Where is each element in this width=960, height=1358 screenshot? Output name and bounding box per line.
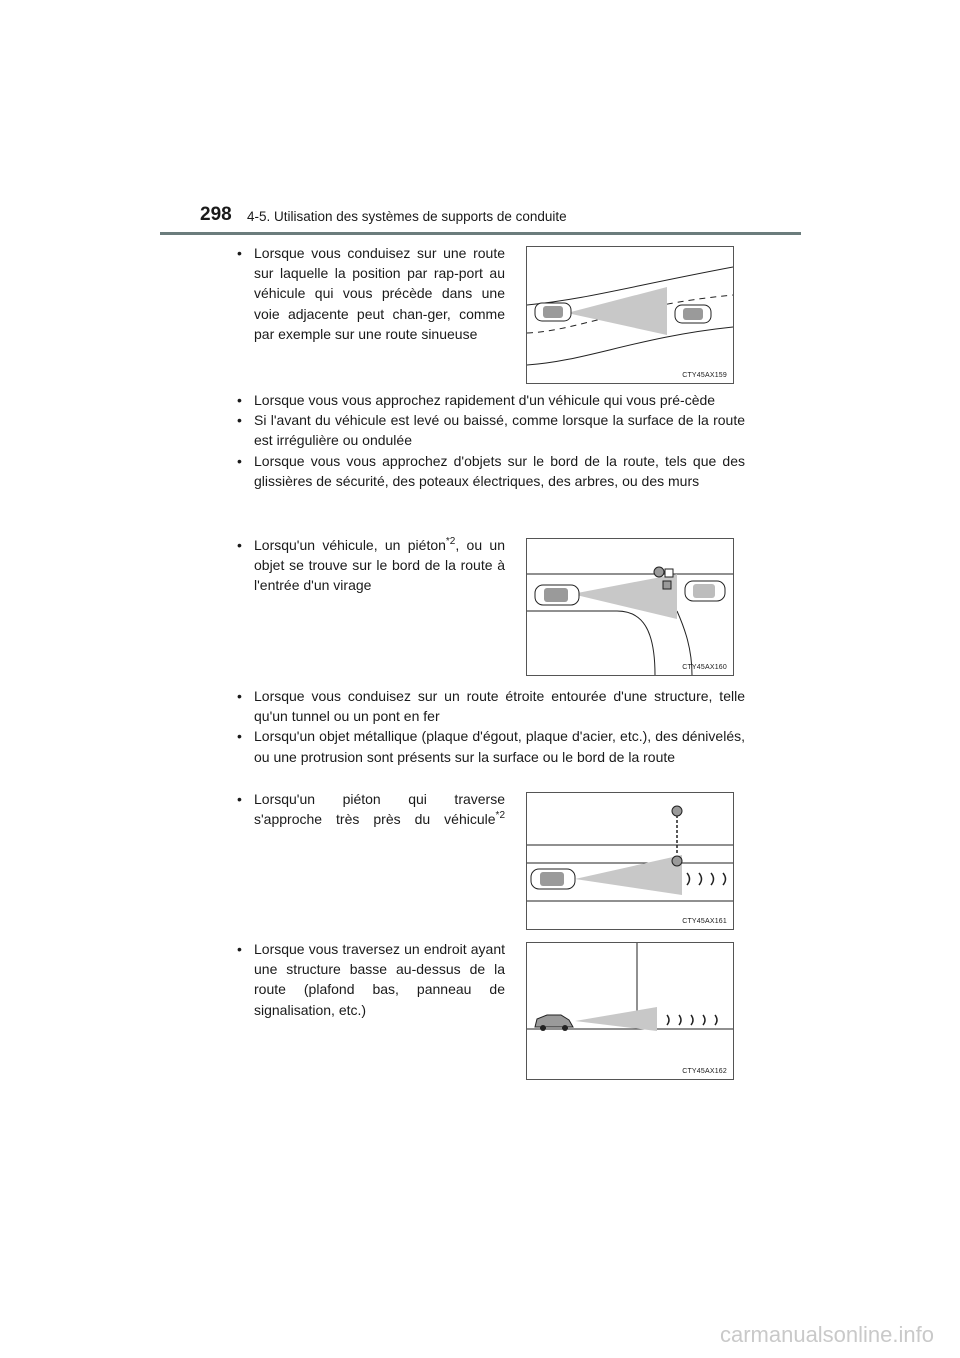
- bullet-text: Lorsque vous conduisez sur un route étroite entourée d'une structure, telle qu'un tunnel ou un pont en fer: [254, 688, 745, 725]
- own-car-icon: [531, 869, 575, 889]
- figure-crossing-pedestrian: [526, 792, 734, 930]
- own-car-icon: [535, 303, 571, 321]
- bullet-dot: •: [237, 728, 242, 745]
- figure-code: CTY45AX162: [682, 1068, 727, 1075]
- bullet-item-uneven-road: [237, 410, 745, 450]
- bullet-text: Lorsque vous traversez un endroit ayant une structure basse au-dessus de la route (plafond bas, panneau de signalisation, etc.): [254, 941, 505, 1018]
- bullet-dot: •: [237, 452, 242, 469]
- bullet-text: Lorsqu'un piéton qui traverse s'approche très près du véhicule: [254, 791, 505, 828]
- own-car-icon: [535, 585, 579, 605]
- figure-code: CTY45AX160: [682, 664, 727, 671]
- figure-curve-entrance: [526, 538, 734, 676]
- bullet-item-curve-entrance: [237, 535, 505, 596]
- bullet-text: Si l'avant du véhicule est levé ou baissé, comme lorsque la surface de la route est irrégulière ou ondulée: [254, 412, 745, 449]
- roadside-car-icon: [685, 581, 725, 601]
- figure-low-structure: [526, 942, 734, 1080]
- bullet-dot: •: [237, 791, 242, 807]
- bullet-group-approach: [237, 390, 745, 491]
- bullet-item-winding-road: [237, 243, 505, 344]
- bullet-dot: •: [237, 688, 242, 704]
- footnote-marker: *2: [495, 810, 505, 822]
- footnote-marker: *2: [445, 536, 456, 547]
- bullet-group-tunnel: [237, 686, 745, 767]
- leading-car-icon: [675, 305, 711, 323]
- bullet-dot: •: [237, 245, 242, 261]
- bullet-item-low-structure: [237, 939, 505, 1020]
- bullet-item-tunnel: [237, 686, 745, 726]
- figure-winding-road: [526, 246, 734, 384]
- header-rule: [160, 232, 801, 235]
- bullet-text-cont: , ou un objet se trouve sur le bord de la route à l'entrée d'un virage: [254, 537, 505, 594]
- bullet-text: Lorsqu'un véhicule, un piéton: [254, 537, 446, 553]
- bullet-dot: •: [237, 412, 242, 429]
- bullet-text: Lorsque vous vous approchez d'objets sur le bord de la route, tels que des glissières de sécurité, des poteaux électriques, des arbres, ou des murs: [254, 452, 745, 489]
- bullet-dot: •: [237, 392, 242, 408]
- watermark: carmanualsonline.info: [719, 1322, 934, 1347]
- bullet-dot: •: [237, 537, 242, 553]
- bullet-dot: •: [237, 941, 242, 957]
- bullet-item-metal-object: [237, 726, 745, 766]
- bullet-text: Lorsqu'un objet métallique (plaque d'égout, plaque d'acier, etc.), des dénivelés, ou une protrusion sont présents sur la surface ou le bord de la route: [254, 728, 745, 765]
- bullet-text: Lorsque vous vous approchez rapidement d'un véhicule qui vous pré-cède: [254, 392, 716, 408]
- bullet-text: Lorsque vous conduisez sur une route sur laquelle la position par rap-port au véhicule qui vous précède dans une voie adjacente peut chan-ger, comme par exemple sur une route sinueuse: [254, 245, 505, 342]
- bullet-item-crossing-pedestrian: [237, 789, 505, 829]
- section-title: 4-5. Utilisation des systèmes de supports de conduite: [247, 209, 567, 224]
- bullet-item-roadside-objects: [237, 451, 745, 491]
- figure-code: CTY45AX159: [682, 372, 727, 379]
- figure-code: CTY45AX161: [682, 918, 727, 925]
- page-number: 298: [200, 204, 232, 225]
- bullet-item-rapid-approach: [237, 390, 745, 410]
